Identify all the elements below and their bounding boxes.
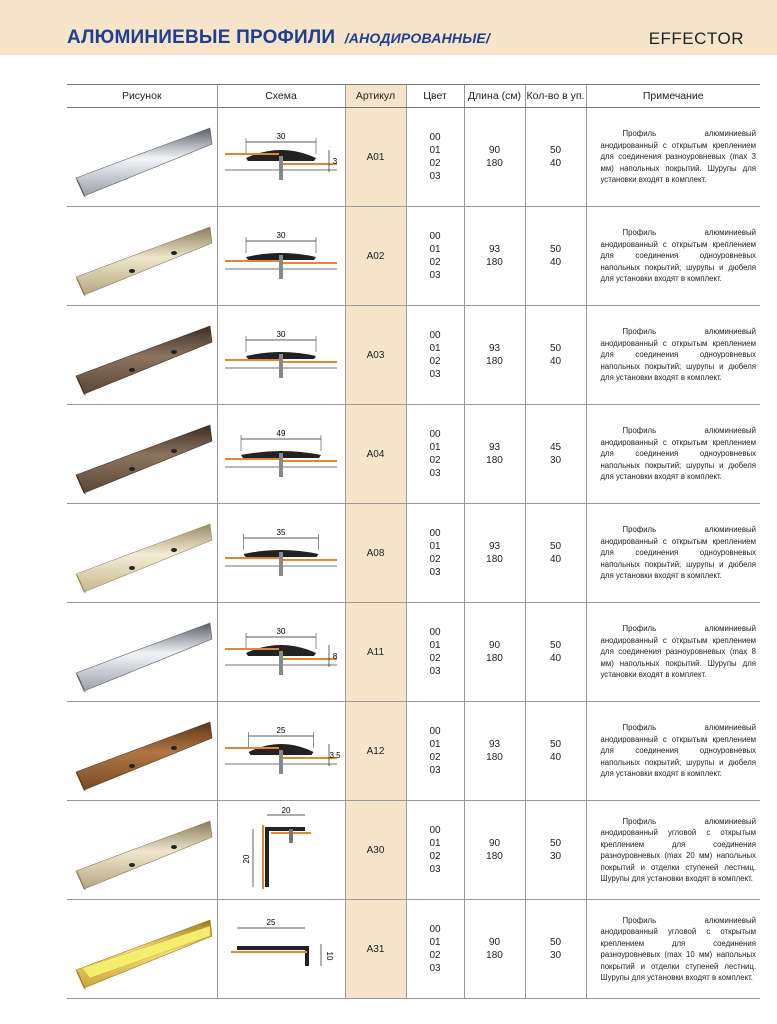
profile-schema-cell xyxy=(217,702,345,801)
article-cell: A01 xyxy=(345,108,406,207)
schema-dimension: 30 xyxy=(276,231,286,240)
profile-photo xyxy=(70,807,214,893)
note-cell: Профиль алюминиевый анодированный с открытым креплением для соединения одноуровневых напольных покрытий; шурупы и дюбеля для установки входят в комплект. xyxy=(586,702,760,801)
color-code: 01 xyxy=(429,343,441,354)
color-codes-cell xyxy=(406,603,464,702)
color-code: 00 xyxy=(429,825,441,836)
length-value: 93 xyxy=(488,244,501,255)
color-code: 02 xyxy=(429,653,441,664)
quantity-value: 40 xyxy=(549,257,562,268)
schema-dimension: 10 xyxy=(325,951,334,961)
title-subtitle: /АНОДИРОВАННЫЕ/ xyxy=(344,30,491,46)
color-code: 03 xyxy=(429,963,441,974)
length-cell xyxy=(464,801,525,900)
color-codes-cell xyxy=(406,108,464,207)
color-code: 02 xyxy=(429,257,441,268)
color-code: 03 xyxy=(429,864,441,875)
table-row xyxy=(67,207,760,306)
note-cell: Профиль алюминиевый анодированный с открытым креплением для соединения одноуровневых напольных покрытий; шурупы и дюбеля для установки входят в комплект. xyxy=(586,306,760,405)
quantity-cell xyxy=(525,702,586,801)
color-code: 01 xyxy=(429,145,441,156)
schema-dimension: 30 xyxy=(276,627,286,636)
table-row xyxy=(67,702,760,801)
color-code: 03 xyxy=(429,567,441,578)
profile-schema-cell xyxy=(217,207,345,306)
note-cell: Профиль алюминиевый анодированный с открытым креплением для соединения одноуровневых напольных покрытий; шурупы и дюбеля для установки входят в комплект. xyxy=(586,207,760,306)
color-code: 00 xyxy=(429,528,441,539)
schema-dimension: 25 xyxy=(266,918,276,927)
profile-schema-cell xyxy=(217,603,345,702)
profile-photo xyxy=(70,312,214,398)
color-code: 03 xyxy=(429,765,441,776)
title-main: АЛЮМИНИЕВЫЕ ПРОФИЛИ xyxy=(67,27,336,48)
table-row xyxy=(67,306,760,405)
profile-schema-cell xyxy=(217,900,345,999)
quantity-value: 40 xyxy=(549,158,562,169)
profile-schema xyxy=(221,807,341,893)
length-cell xyxy=(464,702,525,801)
profile-image-cell xyxy=(67,702,217,801)
color-code: 00 xyxy=(429,330,441,341)
note-cell: Профиль алюминиевый анодированный с открытым креплением для соединения одноуровневых напольных покрытий; шурупы и дюбеля для установки входят в комплект. xyxy=(586,405,760,504)
profile-schema-cell xyxy=(217,801,345,900)
length-value: 180 xyxy=(486,257,503,268)
length-value: 180 xyxy=(486,752,503,763)
color-code: 03 xyxy=(429,369,441,380)
color-code: 00 xyxy=(429,231,441,242)
schema-dimension: 30 xyxy=(276,132,286,141)
color-codes-cell xyxy=(406,900,464,999)
quantity-value: 30 xyxy=(549,455,562,466)
color-code: 03 xyxy=(429,666,441,677)
column-header: Кол-во в уп. xyxy=(525,85,586,108)
article-cell: A30 xyxy=(345,801,406,900)
brand-name: EFFECTOR xyxy=(648,29,744,48)
length-value: 90 xyxy=(488,640,501,651)
page-title xyxy=(67,27,490,49)
table-row xyxy=(67,405,760,504)
profile-image-cell xyxy=(67,108,217,207)
length-value: 93 xyxy=(488,343,501,354)
profile-schema xyxy=(221,609,341,695)
color-code: 03 xyxy=(429,468,441,479)
color-code: 02 xyxy=(429,356,441,367)
profile-schema xyxy=(221,312,341,398)
quantity-value: 40 xyxy=(549,752,562,763)
profile-photo xyxy=(70,609,214,695)
color-code: 01 xyxy=(429,838,441,849)
color-code: 00 xyxy=(429,726,441,737)
table-row xyxy=(67,504,760,603)
color-code: 02 xyxy=(429,752,441,763)
length-cell xyxy=(464,306,525,405)
note-cell: Профиль алюминиевый анодированный угловой с открытым креплением для соединения разноуровневых (max 10 мм) напольных покрытий и отделки ступеней лестниц. Шурупы для установки входят в комплект. xyxy=(586,900,760,999)
length-value: 93 xyxy=(488,541,501,552)
profile-photo xyxy=(70,708,214,794)
profile-schema-cell xyxy=(217,306,345,405)
schema-dimension: 49 xyxy=(276,429,286,438)
schema-dimension: 3.5 xyxy=(329,751,341,760)
length-cell xyxy=(464,504,525,603)
column-header: Схема xyxy=(217,85,345,108)
page-header xyxy=(0,0,777,55)
length-value: 180 xyxy=(486,356,503,367)
color-code: 02 xyxy=(429,554,441,565)
length-cell xyxy=(464,108,525,207)
length-value: 180 xyxy=(486,455,503,466)
table-row xyxy=(67,801,760,900)
quantity-value: 50 xyxy=(549,739,562,750)
quantity-cell xyxy=(525,108,586,207)
schema-dimension: 20 xyxy=(242,854,251,864)
quantity-value: 50 xyxy=(549,145,562,156)
profile-schema-cell xyxy=(217,405,345,504)
quantity-cell xyxy=(525,405,586,504)
profile-schema xyxy=(221,114,341,200)
length-cell xyxy=(464,603,525,702)
length-value: 180 xyxy=(486,950,503,961)
quantity-value: 50 xyxy=(549,640,562,651)
color-code: 01 xyxy=(429,640,441,651)
length-value: 90 xyxy=(488,145,501,156)
profile-schema xyxy=(221,411,341,497)
profile-schema xyxy=(221,510,341,596)
length-value: 93 xyxy=(488,442,501,453)
color-codes-cell xyxy=(406,702,464,801)
color-code: 03 xyxy=(429,270,441,281)
table-row xyxy=(67,603,760,702)
column-header: Примечание xyxy=(586,85,760,108)
article-cell: A11 xyxy=(345,603,406,702)
color-code: 00 xyxy=(429,132,441,143)
color-code: 02 xyxy=(429,455,441,466)
profile-image-cell xyxy=(67,801,217,900)
note-cell: Профиль алюминиевый анодированный с открытым креплением для соединения разноуровневых (max 3 мм) напольных покрытий. Шурупы для установки входят в комплект. xyxy=(586,108,760,207)
profile-schema xyxy=(221,906,341,992)
length-cell xyxy=(464,207,525,306)
profile-schema xyxy=(221,213,341,299)
profile-image-cell xyxy=(67,900,217,999)
length-cell xyxy=(464,405,525,504)
length-value: 180 xyxy=(486,851,503,862)
color-code: 02 xyxy=(429,950,441,961)
color-codes-cell xyxy=(406,306,464,405)
profile-photo xyxy=(70,906,214,992)
profile-image-cell xyxy=(67,504,217,603)
schema-dimension: 3 xyxy=(332,157,338,166)
color-code: 02 xyxy=(429,158,441,169)
length-value: 180 xyxy=(486,653,503,664)
article-cell: A04 xyxy=(345,405,406,504)
column-header: Артикул xyxy=(345,85,406,108)
profile-photo xyxy=(70,114,214,200)
profile-photo xyxy=(70,213,214,299)
color-code: 00 xyxy=(429,924,441,935)
color-code: 01 xyxy=(429,244,441,255)
profile-schema-cell xyxy=(217,108,345,207)
note-cell: Профиль алюминиевый анодированный с открытым креплением для соединения разноуровневых (max 8 мм) напольных покрытий. Шурупы для установки входят в комплект. xyxy=(586,603,760,702)
table-row xyxy=(67,900,760,999)
article-cell: A02 xyxy=(345,207,406,306)
quantity-value: 30 xyxy=(549,851,562,862)
profile-photo xyxy=(70,510,214,596)
color-code: 01 xyxy=(429,541,441,552)
length-value: 180 xyxy=(486,158,503,169)
profile-schema-cell xyxy=(217,504,345,603)
quantity-value: 30 xyxy=(549,950,562,961)
color-codes-cell xyxy=(406,504,464,603)
column-header: Рисунок xyxy=(67,85,217,108)
schema-dimension: 35 xyxy=(276,528,286,537)
profile-image-cell xyxy=(67,207,217,306)
quantity-cell xyxy=(525,801,586,900)
quantity-value: 50 xyxy=(549,838,562,849)
schema-dimension: 30 xyxy=(276,330,286,339)
length-cell xyxy=(464,900,525,999)
quantity-value: 50 xyxy=(549,937,562,948)
quantity-value: 50 xyxy=(549,541,562,552)
profile-schema xyxy=(221,708,341,794)
quantity-value: 45 xyxy=(549,442,562,453)
length-value: 93 xyxy=(488,739,501,750)
quantity-value: 50 xyxy=(549,244,562,255)
quantity-cell xyxy=(525,603,586,702)
color-code: 01 xyxy=(429,442,441,453)
quantity-cell xyxy=(525,207,586,306)
length-value: 90 xyxy=(488,838,501,849)
color-code: 02 xyxy=(429,851,441,862)
quantity-value: 40 xyxy=(549,653,562,664)
color-code: 03 xyxy=(429,171,441,182)
quantity-cell xyxy=(525,900,586,999)
table-header-row xyxy=(67,85,760,108)
color-codes-cell xyxy=(406,405,464,504)
color-code: 01 xyxy=(429,739,441,750)
color-code: 00 xyxy=(429,429,441,440)
quantity-value: 40 xyxy=(549,356,562,367)
note-cell: Профиль алюминиевый анодированный с открытым креплением для соединения одноуровневых напольных покрытий; шурупы и дюбеля для установки входят в комплект. xyxy=(586,504,760,603)
quantity-value: 40 xyxy=(549,554,562,565)
note-cell: Профиль алюминиевый анодированный угловой с открытым креплением для соединения разноуровневых (max 20 мм) напольных покрытий и отделки ступеней лестниц. Шурупы для установки входят в комплект. xyxy=(586,801,760,900)
profile-image-cell xyxy=(67,405,217,504)
article-cell: A31 xyxy=(345,900,406,999)
color-codes-cell xyxy=(406,207,464,306)
length-value: 180 xyxy=(486,554,503,565)
color-codes-cell xyxy=(406,801,464,900)
quantity-cell xyxy=(525,504,586,603)
quantity-value: 50 xyxy=(549,343,562,354)
schema-dimension: 20 xyxy=(281,807,291,815)
quantity-cell xyxy=(525,306,586,405)
profile-image-cell xyxy=(67,603,217,702)
article-cell: A03 xyxy=(345,306,406,405)
schema-dimension: 25 xyxy=(276,726,286,735)
column-header: Длина (см) xyxy=(464,85,525,108)
profile-image-cell xyxy=(67,306,217,405)
article-cell: A12 xyxy=(345,702,406,801)
column-header: Цвет xyxy=(406,85,464,108)
article-cell: A08 xyxy=(345,504,406,603)
profiles-table xyxy=(67,84,760,999)
profile-photo xyxy=(70,411,214,497)
color-code: 01 xyxy=(429,937,441,948)
length-value: 90 xyxy=(488,937,501,948)
table-row xyxy=(67,108,760,207)
schema-dimension: 8 xyxy=(332,652,338,661)
color-code: 00 xyxy=(429,627,441,638)
